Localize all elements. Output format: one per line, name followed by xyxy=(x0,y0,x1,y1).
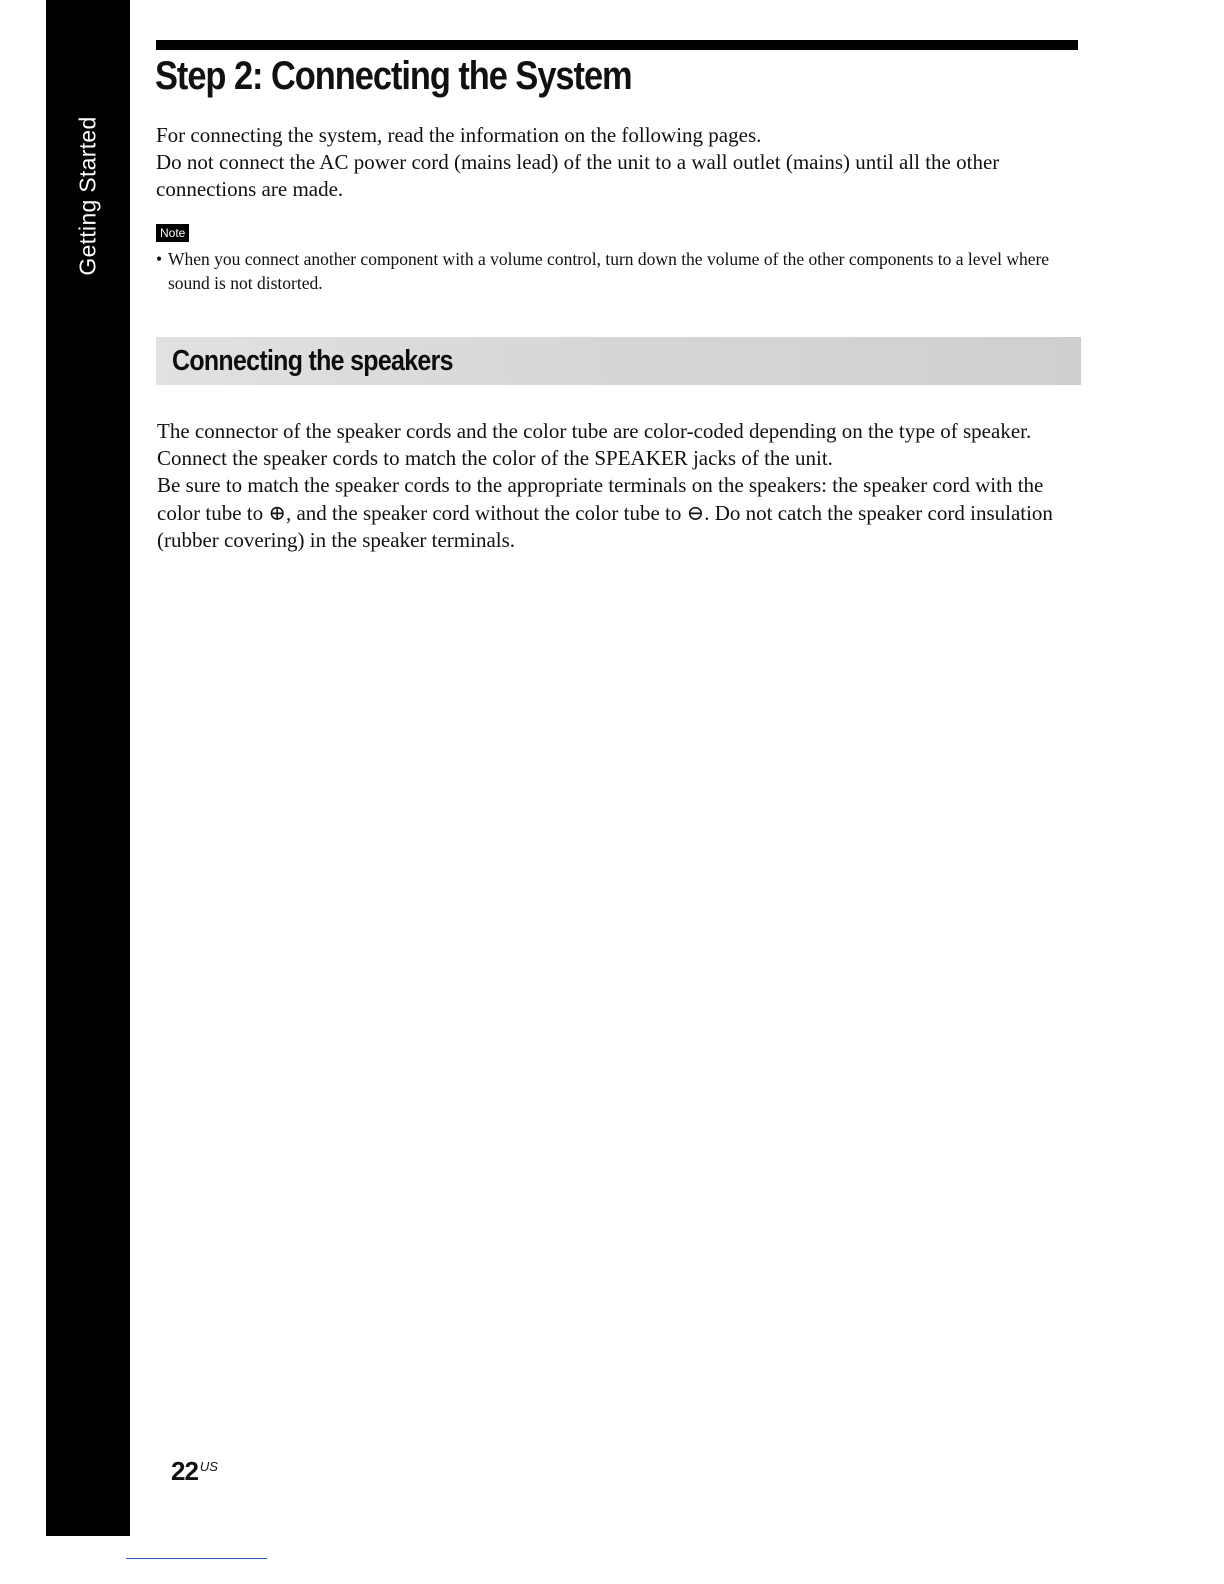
section-body xyxy=(157,418,1082,554)
page-title: Step 2: Connecting the System xyxy=(155,54,632,98)
note-item xyxy=(156,247,1081,295)
intro-paragraph: Do not connect the AC power cord (mains lead) of the unit to a wall outlet (mains) until all the other connections are made. xyxy=(156,150,1000,201)
body-paragraph: Connect the speaker cords to match the color of the SPEAKER jacks of the unit. xyxy=(157,446,833,471)
footer-line xyxy=(126,1558,267,1559)
body-paragraph: Be sure to match the speaker cords to the appropriate terminals on the speakers: the speaker cord with the color tube to ⊕, and the speaker cord without the color tube to ⊖. Do not catch the speaker cord insulation (rubber covering) in the speaker terminals. xyxy=(157,473,1053,552)
note-badge: Note xyxy=(156,224,189,242)
side-tab-label: Getting Started xyxy=(74,116,101,276)
page-number-value: 22 xyxy=(171,1456,198,1486)
bullet-icon: • xyxy=(156,249,163,269)
body-paragraph: The connector of the speaker cords and the color tube are color-coded depending on the type of speaker. xyxy=(157,419,1032,443)
note-text: When you connect another component with a volume control, turn down the volume of the other components to a level where sound is not distorted. xyxy=(168,249,1050,293)
page-number-suffix: US xyxy=(199,1459,218,1474)
intro-paragraph: For connecting the system, read the information on the following pages. xyxy=(156,123,762,147)
section-title: Connecting the speakers xyxy=(172,345,453,377)
intro-text xyxy=(156,122,1086,203)
page-number xyxy=(171,1456,218,1487)
title-rule xyxy=(156,40,1078,50)
section-header xyxy=(156,337,1081,385)
